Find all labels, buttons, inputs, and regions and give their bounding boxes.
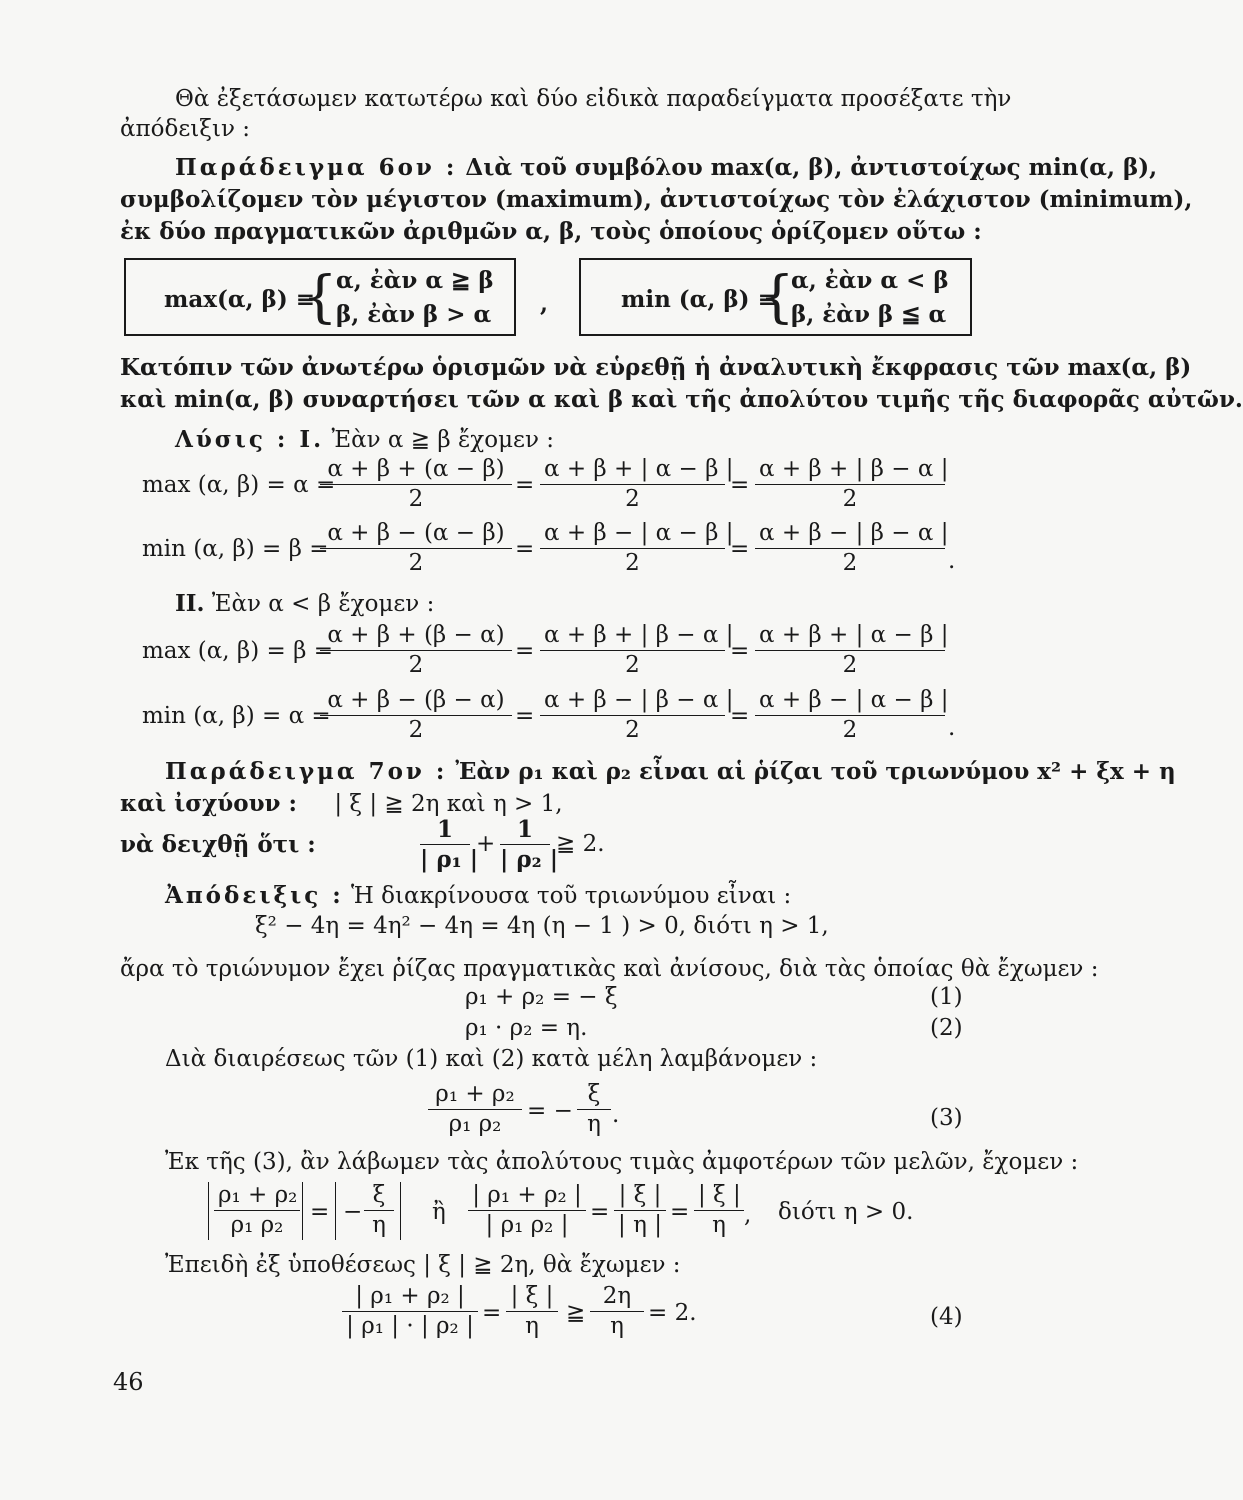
- eq2-frac-1: $\frac{\alpha + \beta - (\alpha - \beta)}{2}$: [320, 522, 512, 575]
- task-line-2: καὶ min(α, β) συναρτήσει τῶν α καὶ β καὶ τῆς ἀπολύτου τιμῆς τῆς διαφορᾶς αὐτῶν.: [120, 386, 1243, 413]
- definition-separator: ,: [540, 290, 549, 317]
- proof-text: Ἡ διακρίνουσα τοῦ τριωνύμου εἶναι :: [351, 883, 792, 909]
- eq4-frac-3: $\frac{\alpha + \beta - | \alpha - \beta |}{2}$: [755, 689, 945, 742]
- eq4-period: .: [948, 715, 956, 741]
- eq1-frac-2: $\frac{\alpha + \beta + | \alpha - \beta |}{2}$: [540, 458, 725, 511]
- intro-line-2: ἀπόδειξιν :: [120, 116, 251, 142]
- case-1-text: Ἐὰν α ≧ β ἔχομεν :: [331, 427, 554, 453]
- abs-bar-2: [302, 1182, 303, 1240]
- sum-of-roots: ρ₁ + ρ₂ = − ξ: [465, 984, 618, 1010]
- division-line: Διὰ διαιρέσεως τῶν (1) καὶ (2) κατὰ μέλη λαμβάνομεν :: [165, 1046, 818, 1072]
- final-frac-2eta: $\frac{2\eta}{\eta}$: [590, 1285, 644, 1338]
- eq1-lhs: max (α, β) = α =: [142, 472, 336, 498]
- claim-plus: +: [476, 831, 496, 857]
- claim-frac-1: $\frac{1}{\text{| ρ₁ |}}$: [420, 816, 479, 873]
- case-1-line: [175, 428, 554, 452]
- eq1-eq-1: =: [515, 472, 535, 498]
- ratio-eq: = −: [527, 1098, 573, 1124]
- example7-conditions-label: καὶ ἰσχύουν :: [120, 790, 298, 817]
- example6-line-2: συμβολίζομεν τὸν μέγιστον (maximum), ἀντιστοίχως τὸν ἐλάχιστον (minimum),: [120, 186, 1193, 213]
- eq2-period: .: [948, 548, 956, 574]
- example7-conditions: | ξ | ≧ 2η καὶ η > 1,: [334, 791, 563, 817]
- eq2-eq-1: =: [515, 536, 535, 562]
- eq3-frac-2: $\frac{\alpha + \beta + | \beta - \alpha |}{2}$: [540, 624, 725, 677]
- eq-number-2: (2): [930, 1015, 963, 1041]
- eq4-frac-1: $\frac{\alpha + \beta - (\beta - \alpha)}{2}$: [320, 689, 512, 742]
- max-definition-box: [124, 258, 516, 336]
- hypothesis-line: Ἐπειδὴ ἐξ ὑποθέσεως | ξ | ≧ 2η, θὰ ἔχωμεν :: [165, 1252, 681, 1278]
- abs-frac-e: $\frac{| \xi |}{\eta}$: [694, 1184, 744, 1237]
- example7-line-1: Ἐὰν ρ₁ καὶ ρ₂ εἶναι αἱ ῥίζαι τοῦ τριωνύμου x² + ξx + η: [455, 758, 1176, 785]
- min-definition-box: [579, 258, 972, 336]
- eq2-frac-2: $\frac{\alpha + \beta - | \alpha - \beta |}{2}$: [540, 522, 725, 575]
- claim-frac-2: $\frac{1}{\text{| ρ₂ |}}$: [500, 816, 559, 873]
- absolute-values-line: Ἐκ τῆς (3), ἂν λάβωμεν τὰς ἀπολύτους τιμὰς ἀμφοτέρων τῶν μελῶν, ἔχομεν :: [165, 1149, 1079, 1175]
- claim-ge: ≧ 2.: [556, 831, 605, 857]
- final-eq: =: [482, 1300, 502, 1326]
- min-case-2: β, ἐὰν β ≦ α: [791, 301, 947, 328]
- case-2-text: Ἐὰν α < β ἔχομεν :: [211, 591, 435, 617]
- abs-frac-d: $\frac{| \xi |}{| \eta |}$: [614, 1184, 666, 1237]
- eq2-lhs: min (α, β) = β =: [142, 536, 329, 562]
- eq1-frac-1: $\frac{\alpha + \beta + (\alpha - \beta)}{2}$: [320, 458, 512, 511]
- abs-bar-4: [400, 1182, 401, 1240]
- eq3-frac-1: $\frac{\alpha + \beta + (\beta - \alpha)}{2}$: [320, 624, 512, 677]
- example7-line-2: [120, 792, 563, 816]
- abs-frac-xi: $\frac{\xi}{\eta}$: [364, 1184, 394, 1237]
- ratio-frac-left: $\frac{\text{ρ₁ + ρ₂}}{\text{ρ₁ ρ₂}}$: [428, 1083, 522, 1136]
- discriminant: ξ² − 4η = 4η² − 4η = 4η (η − 1 ) > 0, διότι η > 1,: [255, 913, 829, 939]
- intro-line-1: Θὰ ἐξετάσωμεν κατωτέρω καὶ δύο εἰδικὰ παραδείγματα προσέξατε τὴν: [175, 86, 1012, 112]
- min-brace: {: [759, 265, 795, 330]
- abs-since: διότι η > 0.: [778, 1199, 914, 1225]
- ratio-frac-right: $\frac{\xi}{\eta}$: [577, 1083, 611, 1136]
- eq-number-4: (4): [930, 1304, 963, 1330]
- example6-line-3: ἐκ δύο πραγματικῶν ἀριθμῶν α, β, τοὺς ὁποίους ὁρίζομεν οὕτω :: [120, 218, 982, 245]
- abs-bar-1: [208, 1182, 209, 1240]
- eq1-eq-2: =: [730, 472, 750, 498]
- solution-label: Λύσις : Ι.: [175, 426, 325, 453]
- show-label: νὰ δειχθῇ ὅτι :: [120, 831, 316, 858]
- case-2-line: [175, 592, 434, 616]
- example6-line-1: Διὰ τοῦ συμβόλου max(α, β), ἀντιστοίχως min(α, β),: [465, 154, 1158, 181]
- max-case-1: α, ἐὰν α ≧ β: [336, 267, 494, 294]
- page-number: 46: [113, 1368, 144, 1396]
- max-case-2: β, ἐὰν β > α: [336, 301, 492, 328]
- final-frac-left: $\frac{\text{| ρ₁ + ρ₂ |}}{\text{| ρ₁ | · | ρ₂ |}}$: [342, 1285, 478, 1338]
- example6-title: Παράδειγμα 6ον :: [175, 154, 458, 181]
- eq3-frac-3: $\frac{\alpha + \beta + | \alpha - \beta |}{2}$: [755, 624, 945, 677]
- task-line-1: Κατόπιν τῶν ἀνωτέρω ὁρισμῶν νὰ εὑρεθῇ ἡ ἀναλυτικὴ ἔκφρασις τῶν max(α, β): [120, 354, 1192, 381]
- min-case-1: α, ἐὰν α < β: [791, 267, 949, 294]
- ratio-period: .: [612, 1102, 620, 1128]
- abs-eq-3: =: [670, 1199, 690, 1225]
- proof-label: Ἀπόδειξις :: [165, 882, 344, 909]
- example7-title: Παράδειγμα 7ον :: [165, 758, 448, 785]
- max-lhs: max(α, β) ≡: [164, 286, 315, 313]
- eq3-eq-1: =: [515, 638, 535, 664]
- abs-bar-3: [335, 1182, 336, 1240]
- abs-eq: =: [310, 1199, 330, 1225]
- eq3-lhs: max (α, β) = β =: [142, 638, 333, 664]
- abs-or: ἢ: [432, 1199, 446, 1225]
- max-brace: {: [302, 265, 338, 330]
- final-result: = 2.: [648, 1300, 697, 1326]
- final-ge: ≧: [566, 1300, 586, 1326]
- eq4-lhs: min (α, β) = α =: [142, 703, 331, 729]
- example6-heading: [175, 156, 1157, 179]
- example7-heading: [165, 760, 1176, 783]
- abs-frac-c: $\frac{\text{| ρ₁ + ρ₂ |}}{\text{| ρ₁ ρ₂ |}}$: [468, 1184, 586, 1237]
- proof-line: [165, 884, 791, 908]
- eq4-frac-2: $\frac{\alpha + \beta - | \beta - \alpha |}{2}$: [540, 689, 725, 742]
- case-2-label: ΙΙ.: [175, 590, 205, 617]
- eq4-eq-1: =: [515, 703, 535, 729]
- eq-number-1: (1): [930, 984, 963, 1010]
- min-lhs: min (α, β) ≡: [621, 286, 777, 313]
- eq2-eq-2: =: [730, 536, 750, 562]
- real-roots-line: ἄρα τὸ τριώνυμον ἔχει ῥίζας πραγματικὰς καὶ ἀνίσους, διὰ τὰς ὁποίας θὰ ἔχωμεν :: [120, 956, 1099, 982]
- product-of-roots: ρ₁ · ρ₂ = η.: [465, 1015, 588, 1041]
- eq4-eq-2: =: [730, 703, 750, 729]
- eq-number-3: (3): [930, 1105, 963, 1131]
- abs-frac-left: $\frac{\text{ρ₁ + ρ₂}}{\text{ρ₁ ρ₂}}$: [214, 1184, 300, 1237]
- eq2-frac-3: $\frac{\alpha + \beta - | \beta - \alpha |}{2}$: [755, 522, 945, 575]
- eq3-eq-2: =: [730, 638, 750, 664]
- eq1-frac-3: $\frac{\alpha + \beta + | \beta - \alpha |}{2}$: [755, 458, 945, 511]
- abs-comma: ,: [744, 1202, 752, 1228]
- final-frac-xi: $\frac{| \xi |}{\eta}$: [506, 1285, 558, 1338]
- abs-minus: −: [343, 1199, 363, 1225]
- abs-eq-2: =: [590, 1199, 610, 1225]
